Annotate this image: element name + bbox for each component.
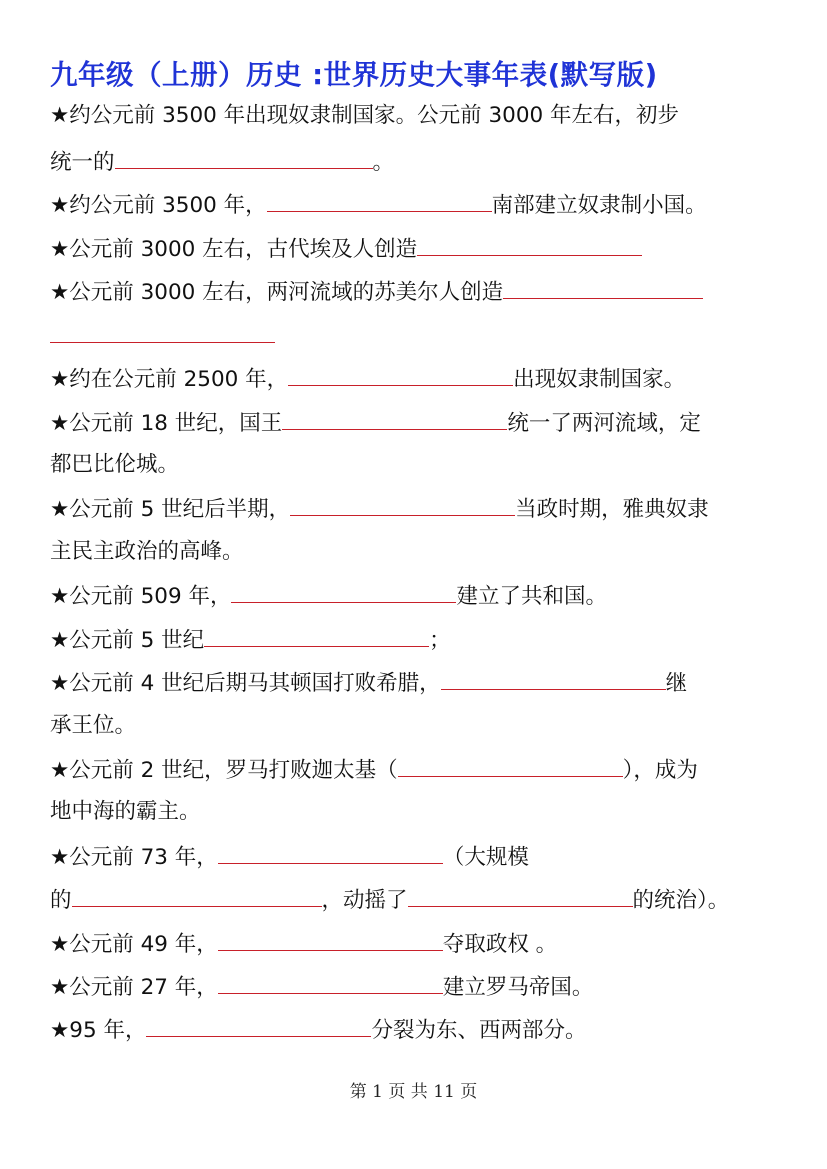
list-item <box>50 843 529 871</box>
item-text: ★约在公元前 2500 年， <box>50 367 289 392</box>
answer-blank[interactable] <box>417 235 642 256</box>
item-text: 继 <box>665 671 688 696</box>
answer-blank[interactable] <box>231 582 456 603</box>
list-item <box>50 582 607 610</box>
item-text: 南部建立奴隶制小国。 <box>491 193 707 218</box>
item-text: 出现奴隶制国家。 <box>513 367 686 392</box>
answer-blank[interactable] <box>50 322 275 343</box>
list-item <box>50 756 698 784</box>
answer-blank[interactable] <box>146 1016 371 1037</box>
item-text: ★公元前 73 年， <box>50 845 218 870</box>
item-text: ★95 年， <box>50 1018 147 1043</box>
item-text: ），成为 <box>622 758 698 783</box>
item-text: 的统治）。 <box>632 888 730 913</box>
item-text: 统一了两河流域，定 <box>507 411 701 436</box>
list-item: 地中海的霸主。 <box>50 799 201 824</box>
item-text: 建立罗马帝国。 <box>442 975 594 1000</box>
answer-blank[interactable] <box>503 278 703 299</box>
item-text: ★公元前 4 世纪后期马其顿国打败希腊， <box>50 671 441 696</box>
answer-blank[interactable] <box>282 409 507 430</box>
list-item <box>50 278 703 306</box>
list-item <box>50 626 451 654</box>
item-text: 夺取政权 。 <box>442 932 558 957</box>
item-text: ，动摇了 <box>321 888 408 913</box>
item-text: ★公元前 5 世纪 <box>50 628 205 653</box>
answer-blank[interactable] <box>115 148 373 169</box>
list-item <box>50 973 593 1001</box>
item-text: 。 <box>372 150 395 175</box>
item-text: 当政时期，雅典奴隶 <box>515 497 709 522</box>
item-text: ； <box>429 628 451 653</box>
item-text: ★公元前 18 世纪，国王 <box>50 411 283 436</box>
answer-blank[interactable] <box>288 365 513 386</box>
answer-blank[interactable] <box>218 973 443 994</box>
list-item <box>50 669 687 697</box>
answer-blank[interactable] <box>218 930 443 951</box>
list-item: 主民主政治的高峰。 <box>50 539 244 564</box>
page-title: 九年级（上册）历史 :世界历史大事年表(默写版) <box>50 59 658 91</box>
answer-blank[interactable] <box>290 495 515 516</box>
item-text: 的 <box>50 888 72 913</box>
page-footer: 第 1 页 共 11 页 <box>349 1082 478 1102</box>
answer-blank[interactable] <box>441 669 666 690</box>
item-text: ★公元前 3000 左右，古代埃及人创造 <box>50 237 418 262</box>
item-text: ★公元前 2 世纪，罗马打败迦太基（ <box>50 758 398 783</box>
item-text: ★公元前 509 年， <box>50 584 232 609</box>
answer-blank[interactable] <box>204 626 429 647</box>
item-text: ★公元前 5 世纪后半期， <box>50 497 291 522</box>
list-item: 承王位。 <box>50 713 137 738</box>
list-item <box>50 409 701 437</box>
item-text: （大规模 <box>442 845 529 870</box>
item-text: ★公元前 3000 左右，两河流域的苏美尔人创造 <box>50 280 504 305</box>
list-item <box>50 322 275 350</box>
item-text: 分裂为东、西两部分。 <box>371 1018 587 1043</box>
list-item: 都巴比伦城。 <box>50 452 180 477</box>
item-text: 统一的 <box>50 150 115 175</box>
answer-blank[interactable] <box>218 843 443 864</box>
answer-blank[interactable] <box>398 756 623 777</box>
list-item <box>50 148 394 176</box>
list-item <box>50 191 707 219</box>
list-item <box>50 930 557 958</box>
list-item <box>50 495 709 523</box>
item-text: ★公元前 27 年， <box>50 975 218 1000</box>
answer-blank[interactable] <box>72 886 322 907</box>
item-text: ★约公元前 3500 年， <box>50 193 267 218</box>
answer-blank[interactable] <box>267 191 492 212</box>
list-item: ★约公元前 3500 年出现奴隶制国家。公元前 3000 年左右，初步 <box>50 103 680 128</box>
list-item <box>50 365 685 393</box>
item-text: ★公元前 49 年， <box>50 932 218 957</box>
list-item <box>50 235 642 263</box>
list-item <box>50 886 729 914</box>
answer-blank[interactable] <box>408 886 633 907</box>
item-text: 建立了共和国。 <box>456 584 607 609</box>
list-item <box>50 1016 586 1044</box>
